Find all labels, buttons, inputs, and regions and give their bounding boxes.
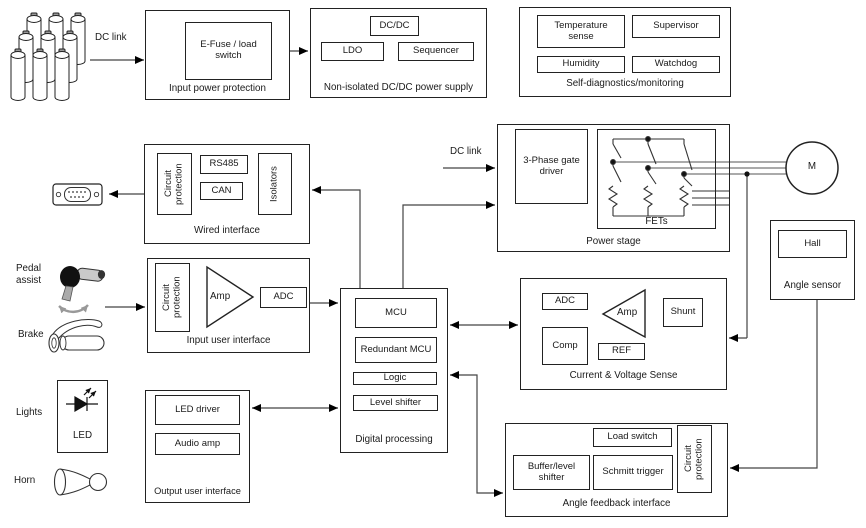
box-shunt: Shunt [663,298,703,327]
label-horn: Horn [14,475,36,486]
box-redundant-mcu: Redundant MCU [355,337,437,363]
box-input-adc: ADC [260,287,307,308]
label-dc-link-battery: DC link [95,32,127,43]
caption-wired-interface: Wired interface [194,225,260,236]
box-buffer-level-shifter: Buffer/level shifter [513,455,590,490]
box-hall: Hall [778,230,847,258]
box-fets [597,129,716,229]
caption-digital-processing: Digital processing [355,434,433,445]
box-sequencer: Sequencer [398,42,474,61]
phase-junction-dot [744,171,749,176]
caption-self-diagnostics: Self-diagnostics/monitoring [566,78,684,89]
caption-input-power-protection: Input power protection [169,83,266,94]
box-rs485: RS485 [200,155,248,174]
label-dc-link-power: DC link [450,146,482,157]
db9-connector-icon [53,184,102,205]
label-sense-amp: Amp [617,307,638,318]
box-mcu: MCU [355,298,437,328]
block-led [57,380,108,453]
box-level-shifter: Level shifter [353,395,438,411]
box-audio-amp: Audio amp [155,433,240,455]
caption-angle-feedback: Angle feedback interface [562,498,671,509]
label-fets: FETs [645,216,668,227]
box-isolators: Isolators [258,153,292,215]
label-motor: M [807,161,817,172]
box-input-circuit-protection: Circuit protection [155,263,190,332]
label-lights: Lights [16,407,43,418]
box-temperature-sense: Temperature sense [537,15,625,48]
box-watchdog: Watchdog [632,56,720,73]
caption-output-user-interface: Output user interface [154,486,241,496]
box-load-switch: Load switch [593,428,672,447]
box-gate-driver: 3-Phase gate driver [515,129,588,204]
caption-power-supply: Non-isolated DC/DC power supply [323,82,474,93]
box-schmitt-trigger: Schmitt trigger [593,455,673,490]
box-efuse-load-switch: E-Fuse / load switch [185,22,272,80]
caption-angle-sensor: Angle sensor [783,280,842,291]
box-dcdc: DC/DC [370,16,419,36]
label-brake: Brake [18,329,44,340]
box-wired-circuit-protection: Circuit protection [157,153,192,215]
box-led-driver: LED driver [155,395,240,425]
caption-power-stage: Power stage [586,236,641,247]
box-logic: Logic [353,372,437,385]
label-pedal-assist: Pedal assist [16,263,42,286]
box-can: CAN [200,182,243,200]
battery-pack-icon [11,13,85,101]
caption-input-user-interface: Input user interface [186,335,271,346]
caption-current-voltage-sense: Current & Voltage Sense [569,370,678,381]
box-feedback-circuit-protection: Circuit protection [677,425,712,493]
box-ldo: LDO [321,42,384,61]
label-led: LED [72,430,93,441]
box-supervisor: Supervisor [632,15,720,38]
horn-icon [55,469,107,495]
box-ref: REF [598,343,645,360]
box-comp: Comp [542,327,588,365]
box-sense-adc: ADC [542,293,588,310]
label-input-amp: Amp [210,291,231,302]
box-humidity: Humidity [537,56,625,73]
pedal-assist-icon [59,266,105,312]
